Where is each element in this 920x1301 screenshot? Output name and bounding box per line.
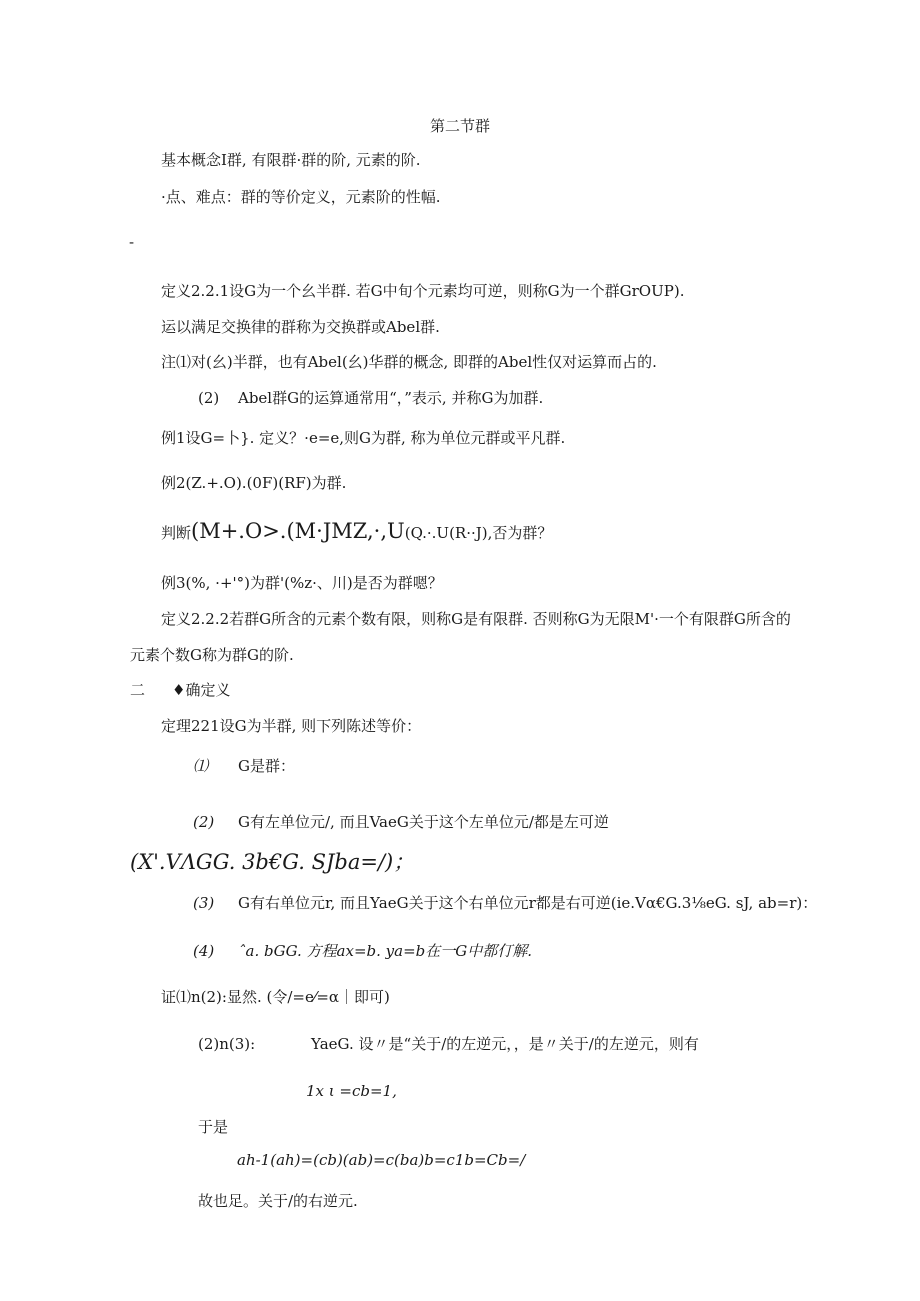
equation-2: ah-1(ah)=(cb)(ab)=c(ba)b=c1b=Cb=/ <box>237 1151 526 1169</box>
basic-concepts-line: 基本概念I群, 有限群·群的阶, 元素的阶. <box>161 151 421 169</box>
item-3-text: G有右单位元r, 而且YaeG关于这个右单位元r都是右可逆(ie.Vα€G.3⅛eG. sJ, ab=r)： <box>238 894 818 912</box>
judge-prefix: 判断 <box>161 524 192 542</box>
item-2-continuation: (Ⅹ'.VΛGG. 3b€G. SJba=/)； <box>130 850 415 874</box>
note-2-number: (2) <box>198 389 220 407</box>
note-1: 注⑴对(幺)半群，也有Abel(幺)华群的概念, 即群的Abel性仅对运算而占的. <box>161 353 657 371</box>
example-1: 例1设G=卜}. 定义？·e=e,则G为群, 称为单位元群或平凡群. <box>161 429 566 447</box>
item-2-text: G有左单位元/, 而且VaeG关于这个左单位元/都是左可逆 <box>238 813 609 831</box>
item-4-text: ˆa. bGG. 方程ax=b. ya=b在一G中都仃解. <box>238 942 532 960</box>
definition-2-2-2-line2: 元素个数G称为群G的阶. <box>130 646 294 664</box>
item-2-number: (2) <box>193 813 215 831</box>
definition-2-2-2-line1: 定义2.2.2若群G所含的元素个数有限，则称G是有限群. 否则称G为无限M'·一个有限群G所含的 <box>161 610 791 628</box>
proof-1: 证⑴n(2):显然. (令/=e⁄=α｜即可) <box>161 988 390 1006</box>
item-3-number: (3) <box>193 894 215 912</box>
section-title: ♦确定义 <box>172 681 231 699</box>
example-3: 例3(%, ·+'°)为群'(%z·、川)是否为群嗯？ <box>161 574 443 592</box>
note-2-text: Abel群G的运算通常用“，”表示, 并称G为加群. <box>238 389 544 407</box>
example-2: 例2(Z.+.O).(0F)(RF)为群. <box>161 474 347 492</box>
proof-conclusion: 故也足。关于/的右逆元. <box>198 1192 358 1210</box>
item-1-number: ⑴ <box>193 757 209 775</box>
item-4-number: (4) <box>193 942 215 960</box>
section-number: 二 <box>130 681 146 699</box>
therefore-word: 于是 <box>198 1118 229 1136</box>
item-1-text: G是群： <box>238 757 295 775</box>
judge-big-formula: (M+.O>.(M·JMZ,·,U <box>191 519 405 543</box>
page-title: 第二节群 <box>430 117 491 135</box>
proof-2-text: YaeG. 设〃是“关于/的左逆元，，是〃关于/的左逆元，则有 <box>311 1035 699 1053</box>
key-points-line: ·点、难点：群的等价定义，元素阶的性幅. <box>161 188 441 206</box>
judge-suffix: (Q.·.U(R··J),否为群？ <box>404 524 553 542</box>
equation-1: 1x ι =cb=1, <box>306 1082 397 1100</box>
dash-mark: - <box>129 233 135 251</box>
abel-definition: 运以满足交换律的群称为交换群或Abel群. <box>161 318 440 336</box>
theorem-statement: 定理221设G为半群, 则下列陈述等价： <box>161 717 422 735</box>
definition-2-2-1: 定义2.2.1设G为一个幺半群. 若G中旬个元素均可逆，则称G为一个群GrOUP). <box>161 282 685 300</box>
proof-2-number: (2)n(3): <box>198 1035 256 1053</box>
judge-line <box>161 521 552 543</box>
